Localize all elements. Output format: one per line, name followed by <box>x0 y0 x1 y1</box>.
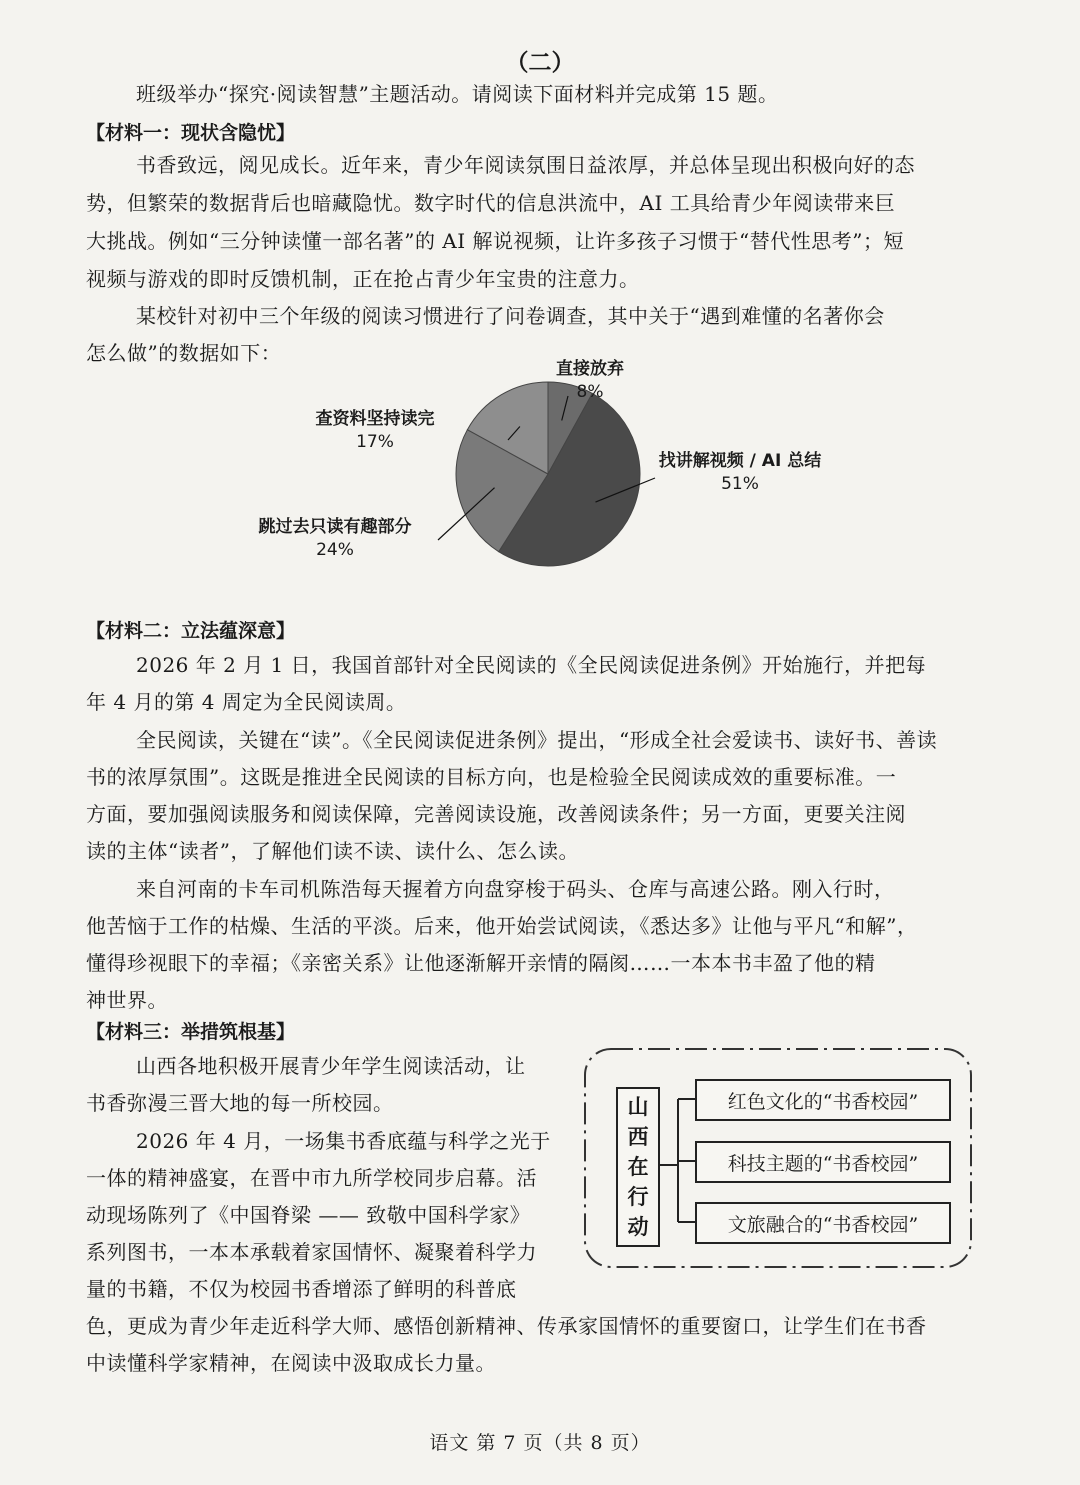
intro-text: 班级举办“探究·阅读智慧”主题活动。请阅读下面材料并完成第 15 题。 <box>136 82 779 106</box>
shanxi-action-diagram <box>583 1047 973 1269</box>
branch-red-culture: 红色文化的“书香校园” <box>695 1079 951 1121</box>
pie-label-value: 17% <box>356 432 394 452</box>
material3-p2-line7: 中读懂科学家精神，在阅读中汲取成长力量。 <box>86 1351 496 1375</box>
root-char: 西 <box>627 1125 649 1149</box>
material3-p2-line4: 系列图书，一本本承载着家国情怀、凝聚着科学力 <box>86 1240 537 1264</box>
root-char: 山 <box>627 1095 649 1119</box>
survey-pie-chart <box>250 350 870 600</box>
material2-p2-line2: 书的浓厚氛围”。这既是推进全民阅读的目标方向，也是检验全民阅读成效的重要标准。一 <box>86 765 897 789</box>
material3-p2-line1: 2026 年 4 月，一场集书香底蕴与科学之光于 <box>136 1129 551 1153</box>
shanxi-in-action-box <box>616 1087 660 1247</box>
pie-label-text: 找讲解视频 / AI 总结 <box>658 451 822 471</box>
material2-p3-line2: 他苦恼于工作的枯燥、生活的平淡。后来，他开始尝试阅读，《悉达多》让他与平凡“和解”， <box>86 914 918 938</box>
material2-p2-line4: 读的主体“读者”，了解他们读不读、读什么、怎么读。 <box>86 839 579 863</box>
pie-label-value: 8% <box>576 382 604 402</box>
material2-p3-line1: 来自河南的卡车司机陈浩每天握着方向盘穿梭于码头、仓库与高速公路。刚入行时， <box>136 877 895 901</box>
pie-label-value: 51% <box>721 474 759 494</box>
material3-p2-line6: 色，更成为青少年走近科学大师、感悟创新精神、传承家国情怀的重要窗口，让学生们在书香 <box>86 1314 927 1338</box>
material3-heading: 【材料三：举措筑根基】 <box>86 1021 296 1043</box>
material1-p1-line1: 书香致远，阅见成长。近年来，青少年阅读氛围日益浓厚，并总体呈现出积极向好的态 <box>136 153 915 177</box>
pie-label-text: 跳过去只读有趣部分 <box>258 517 412 537</box>
material2-p2-line1: 全民阅读，关键在“读”。《全民阅读促进条例》提出，“形成全社会爱读书、读好书、善读 <box>136 728 938 752</box>
branch-tech-theme: 科技主题的“书香校园” <box>695 1141 951 1183</box>
material2-p3-line4: 神世界。 <box>86 988 168 1012</box>
root-char: 行 <box>627 1185 649 1209</box>
pie-label-video-ai <box>630 450 850 496</box>
material2-p2-line3: 方面，要加强阅读服务和阅读保障，完善阅读设施，改善阅读条件；另一方面，更要关注阅 <box>86 802 906 826</box>
material3-p2-line5: 量的书籍，不仅为校园书香增添了鲜明的科普底 <box>86 1277 517 1301</box>
material2-p1-line1: 2026 年 2 月 1 日，我国首部针对全民阅读的《全民阅读促进条例》开始施行，并把每 <box>136 653 927 677</box>
pie-label-text: 查资料坚持读完 <box>315 409 435 429</box>
root-char: 动 <box>627 1215 649 1239</box>
material1-p1-line3: 大挑战。例如“三分钟读懂一部名著”的 AI 解说视频，让许多孩子习惯于“替代性思考”；短 <box>86 229 904 253</box>
material1-heading: 【材料一：现状含隐忧】 <box>86 122 296 144</box>
pie-label-skip <box>225 516 445 562</box>
material3-p1-line1: 山西各地积极开展青少年学生阅读活动，让 <box>136 1054 526 1078</box>
material1-p2-line2: 怎么做”的数据如下： <box>86 341 282 365</box>
pie-label-give-up <box>520 358 660 404</box>
material1-p2-line1: 某校针对初中三个年级的阅读习惯进行了问卷调查，其中关于“遇到难懂的名著你会 <box>136 304 885 328</box>
branch-culture-tourism: 文旅融合的“书香校园” <box>695 1202 951 1244</box>
material1-p1-line4: 视频与游戏的即时反馈机制，正在抢占青少年宝贵的注意力。 <box>86 267 640 291</box>
pie-label-research <box>295 408 455 454</box>
material3-p2-line3: 动现场陈列了《中国脊梁 —— 致敬中国科学家》 <box>86 1203 531 1227</box>
root-char: 在 <box>627 1155 649 1179</box>
section-number: （二） <box>505 50 575 76</box>
material1-p1-line2: 势，但繁荣的数据背后也暗藏隐忧。数字时代的信息洪流中，AI 工具给青少年阅读带来巨 <box>86 191 896 215</box>
material2-heading: 【材料二：立法蕴深意】 <box>86 620 296 642</box>
material2-p3-line3: 懂得珍视眼下的幸福；《亲密关系》让他逐渐解开亲情的隔阂……一本本书丰盈了他的精 <box>86 951 876 975</box>
material3-p2-line2: 一体的精神盛宴，在晋中市九所学校同步启幕。活 <box>86 1166 537 1190</box>
pie-label-value: 24% <box>316 540 354 560</box>
page-footer: 语文 第 7 页（共 8 页） <box>429 1432 651 1454</box>
material2-p1-line2: 年 4 月的第 4 周定为全民阅读周。 <box>86 690 407 714</box>
pie-label-text: 直接放弃 <box>556 359 624 379</box>
material3-p1-line2: 书香弥漫三晋大地的每一所校园。 <box>86 1091 394 1115</box>
